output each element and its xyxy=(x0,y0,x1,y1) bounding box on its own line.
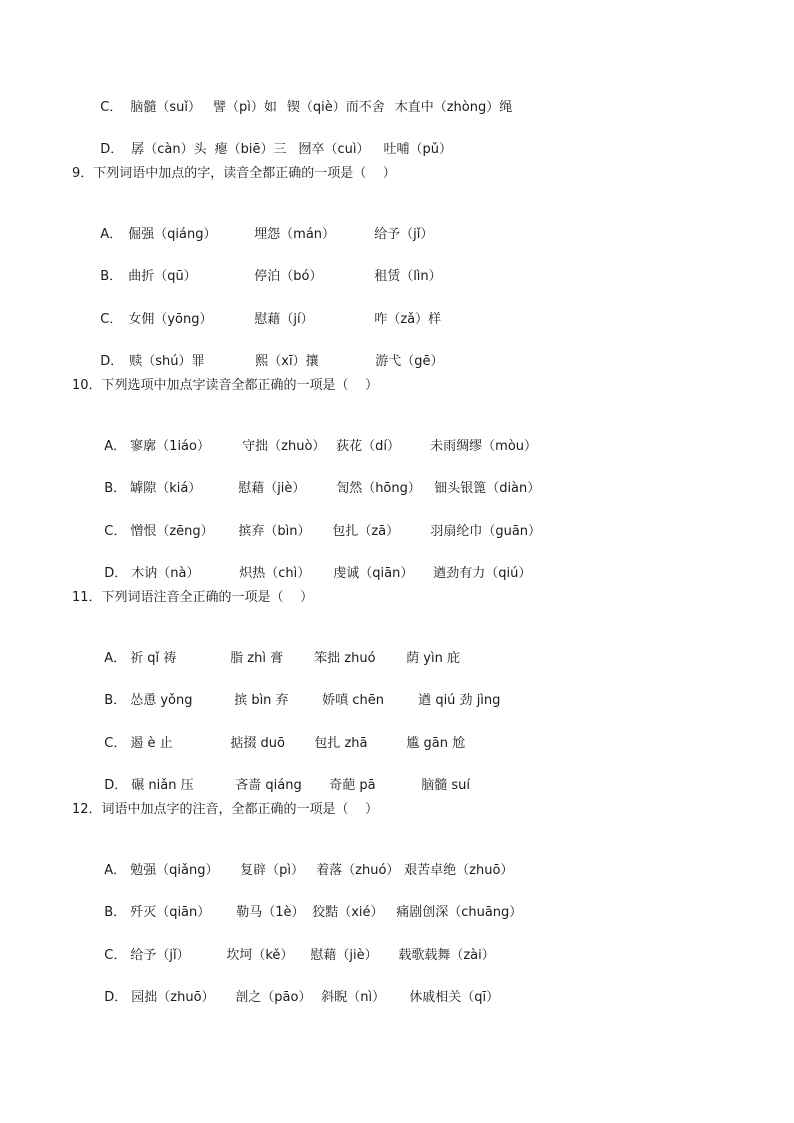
option-a-q12 xyxy=(96,844,513,880)
option-word: 脂 zhì 膏 xyxy=(230,651,284,666)
question-9: 9．下列词语中加点的字，读音全都正确的一项是（ ） xyxy=(72,166,396,181)
question-12: 12．词语中加点字的注音，全都正确的一项是（ ） xyxy=(72,802,379,817)
option-word: 女佣（yōng） xyxy=(128,312,213,327)
option-word: 咋（zǎ）样 xyxy=(374,312,442,327)
option-word: 痛剧创深（chuāng） xyxy=(396,905,523,920)
option-b-q12 xyxy=(96,886,522,922)
option-word: 碾 niǎn 压 xyxy=(131,778,194,793)
option-word: 守拙（zhuò） xyxy=(242,439,326,454)
option-b-q10 xyxy=(96,462,540,498)
option-a-q10 xyxy=(96,420,537,456)
option-word: 斜睨（nì） xyxy=(321,990,386,1005)
option-word: 园拙（zhuō） xyxy=(131,990,215,1005)
option-word: 瘪（biē）三 xyxy=(214,142,287,157)
option-word: 游弋（gē） xyxy=(375,354,444,369)
option-label: A． xyxy=(104,439,127,454)
option-d-q11 xyxy=(96,759,470,795)
option-word: 包扎（zā） xyxy=(332,524,400,539)
option-label: D． xyxy=(104,566,128,581)
option-word: 荻花（dí） xyxy=(336,439,401,454)
option-a-q11 xyxy=(96,632,460,668)
option-word: 摈 bìn 弃 xyxy=(234,693,289,708)
option-word: 锲（qiè）而不舍 xyxy=(286,100,385,115)
option-label: B． xyxy=(104,481,127,496)
option-word: 奇葩 pā xyxy=(329,778,376,793)
option-word: 给予（jǐ） xyxy=(374,227,434,242)
option-label: D． xyxy=(100,354,124,369)
option-word: 木直中（zhòng）绳 xyxy=(394,100,513,115)
option-word: 狡黠（xié） xyxy=(312,905,384,920)
option-word: 荫 yìn 庇 xyxy=(406,651,460,666)
option-word: 祈 qǐ 祷 xyxy=(130,651,177,666)
option-label: C． xyxy=(104,736,127,751)
option-word: 剖之（pāo） xyxy=(235,990,312,1005)
option-word: 遏 è 止 xyxy=(130,736,173,751)
option-word: 给予（jǐ） xyxy=(130,948,190,963)
option-c-q11 xyxy=(96,717,465,753)
option-word: 訇然（hōng） xyxy=(336,481,421,496)
option-label: D． xyxy=(104,990,128,1005)
option-label: C． xyxy=(104,524,127,539)
option-word: 虔诚（qiān） xyxy=(333,566,414,581)
option-b-q11 xyxy=(96,674,500,710)
option-word: 憎恨（zēng） xyxy=(130,524,214,539)
option-word: 停泊（bó） xyxy=(254,269,323,284)
option-word: 租赁（lìn） xyxy=(374,269,442,284)
option-word: 羽扇纶巾（guān） xyxy=(430,524,542,539)
option-word: 复辟（pì） xyxy=(240,863,305,878)
option-label: C． xyxy=(104,948,127,963)
option-word: 寥廓（1iáo） xyxy=(130,439,210,454)
option-word: 遒 qiú 劲 jìng xyxy=(418,693,501,708)
option-word: 慰藉（jiè） xyxy=(238,481,306,496)
option-c-q9 xyxy=(92,293,441,329)
option-word: 勒马（1è） xyxy=(236,905,305,920)
option-word: 歼灭（qiān） xyxy=(130,905,211,920)
option-label: A． xyxy=(104,651,127,666)
option-word: 遒劲有力（qiú） xyxy=(433,566,532,581)
option-word: 吝啬 qiáng xyxy=(235,778,302,793)
option-word: 坎坷（kě） xyxy=(226,948,294,963)
option-word: 炽热（chì） xyxy=(239,566,311,581)
option-word: 尴 gān 尬 xyxy=(406,736,466,751)
option-word: 譬（pì）如 xyxy=(212,100,277,115)
option-label: B． xyxy=(100,269,123,284)
option-d-q12 xyxy=(96,971,499,1007)
option-label: B． xyxy=(104,693,127,708)
option-word: 罅隙（kiá） xyxy=(130,481,202,496)
option-word: 孱（càn）头 xyxy=(131,142,207,157)
option-d-q10 xyxy=(96,547,531,583)
option-word: 钿头银篦（diàn） xyxy=(434,481,541,496)
question-11: 11．下列词语注音全正确的一项是（ ） xyxy=(72,590,314,605)
option-word: 赎（shú）罪 xyxy=(129,354,205,369)
option-c-q12 xyxy=(96,929,495,965)
option-a-q9 xyxy=(92,208,433,244)
option-d-q9 xyxy=(92,335,444,371)
option-word: 未雨绸缪（mòu） xyxy=(430,439,538,454)
option-word: 摈弃（bìn） xyxy=(238,524,311,539)
question-10: 10．下列选项中加点字读音全都正确的一项是（ ） xyxy=(72,378,379,393)
option-word: 慰藉（jí） xyxy=(254,312,314,327)
option-c-q8 xyxy=(92,81,512,117)
option-d-q8 xyxy=(92,123,452,159)
option-word: 熙（xī）攘 xyxy=(255,354,319,369)
option-c-q10 xyxy=(96,505,541,541)
option-word: 着落（zhuó） xyxy=(316,863,400,878)
option-word: 掂掇 duō xyxy=(230,736,285,751)
option-word: 木讷（nà） xyxy=(131,566,200,581)
option-label: D． xyxy=(100,142,124,157)
option-label: C． xyxy=(100,312,123,327)
option-word: 慰藉（jiè） xyxy=(310,948,378,963)
option-word: 娇嗔 chēn xyxy=(322,693,384,708)
option-label: C． xyxy=(100,100,123,115)
option-word: 曲折（qū） xyxy=(128,269,197,284)
option-word: 埋怨（mán） xyxy=(254,227,336,242)
option-b-q9 xyxy=(92,250,442,286)
option-word: 包扎 zhā xyxy=(314,736,368,751)
option-label: D． xyxy=(104,778,128,793)
option-label: B． xyxy=(104,905,127,920)
option-word: 艰苦卓绝（zhuō） xyxy=(404,863,514,878)
option-label: A． xyxy=(104,863,127,878)
option-word: 倔强（qiáng） xyxy=(128,227,217,242)
option-word: 脑髓（suǐ） xyxy=(130,100,201,115)
option-word: 笨拙 zhuó xyxy=(314,651,376,666)
option-label: A． xyxy=(100,227,123,242)
option-word: 休戚相关（qī） xyxy=(409,990,500,1005)
option-word: 囫卒（cuì） xyxy=(298,142,370,157)
option-word: 怂恿 yǒng xyxy=(130,693,193,708)
option-word: 吐哺（pǔ） xyxy=(383,142,453,157)
option-word: 脑髓 suí xyxy=(421,778,471,793)
option-word: 勉强（qiǎng） xyxy=(130,863,219,878)
option-word: 载歌载舞（zài） xyxy=(398,948,495,963)
